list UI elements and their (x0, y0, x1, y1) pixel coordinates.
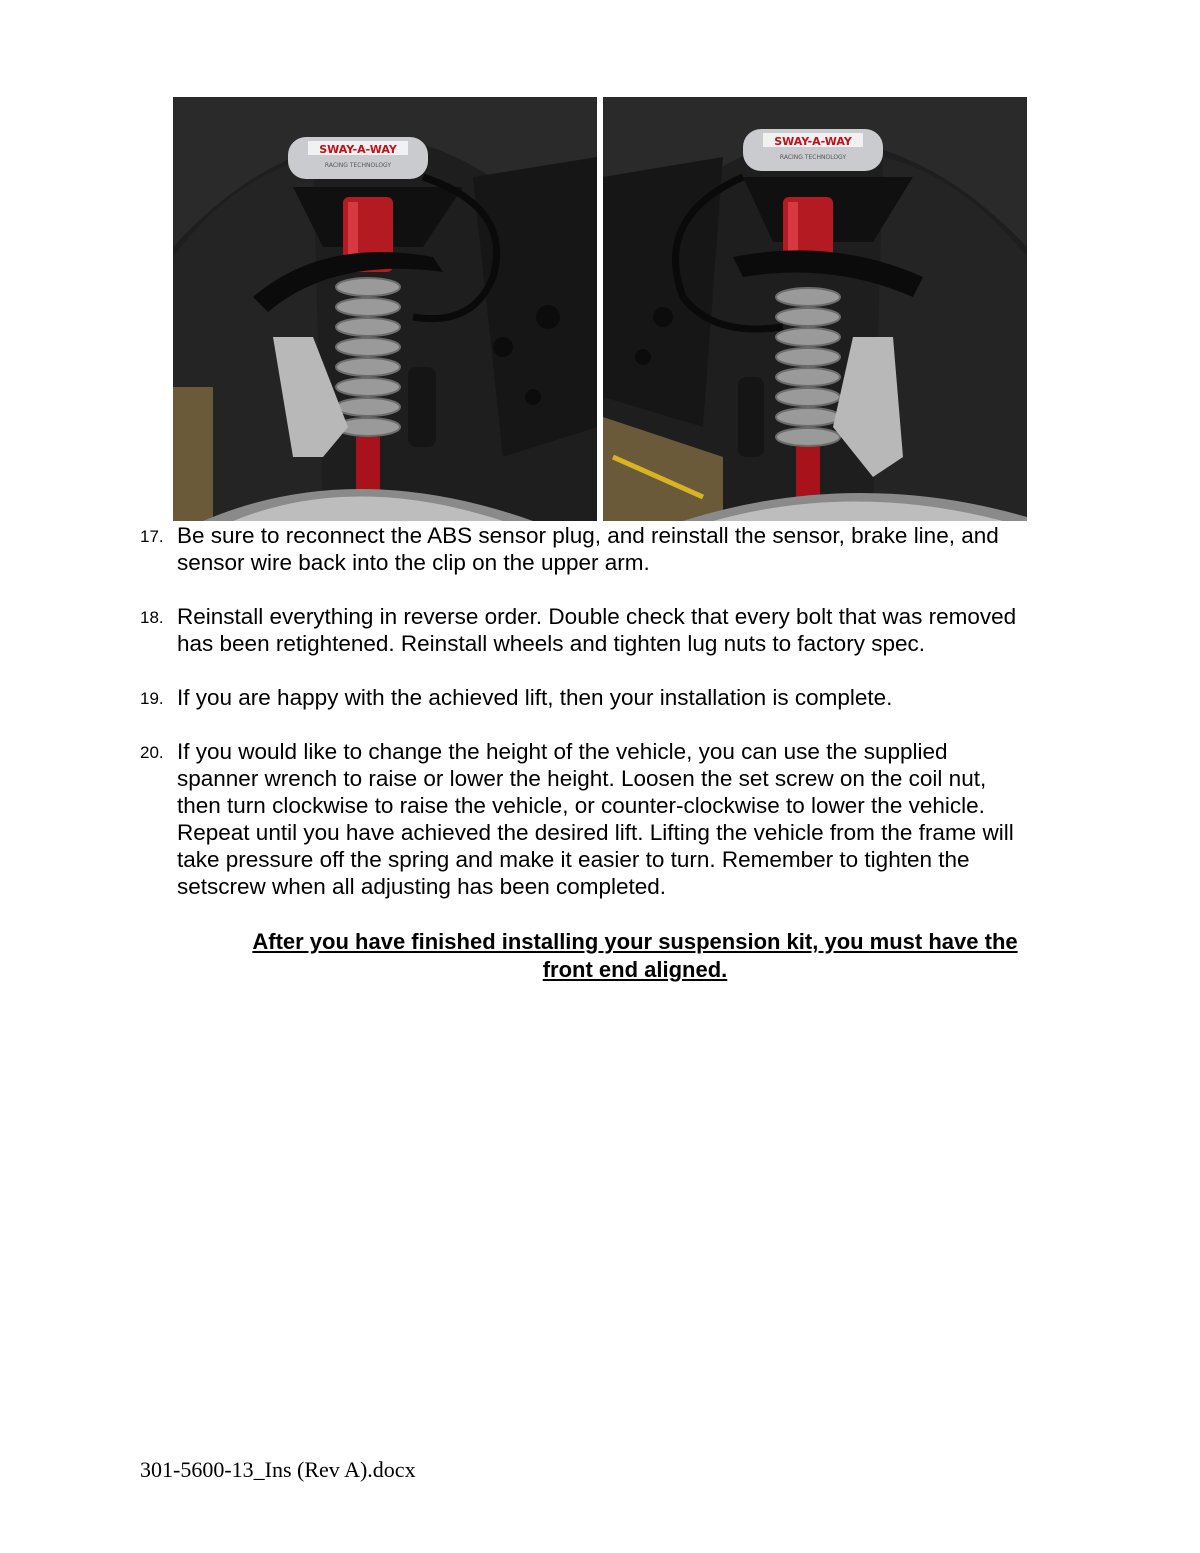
step-17 (140, 522, 1070, 576)
reservoir-brand: SWAY-A-WAY (774, 135, 852, 148)
document-filename-footer: 301-5600-13_Ins (Rev A).docx (140, 1457, 416, 1482)
step-number: 17. (140, 527, 164, 546)
step-text-line: take pressure off the spring and make it easier to turn. Remember to tighten the (177, 847, 970, 872)
step-text-line: Be sure to reconnect the ABS sensor plug, and reinstall the sensor, brake line, and (177, 523, 999, 548)
step-19 (140, 684, 1070, 711)
alignment-notice (200, 928, 1070, 984)
step-text-line: spanner wrench to raise or lower the height. Loosen the set screw on the coil nut, (177, 766, 987, 791)
step-18 (140, 603, 1070, 657)
reservoir-brand: SWAY-A-WAY (319, 143, 397, 156)
reservoir-subtext: RACING TECHNOLOGY (324, 162, 392, 169)
step-text-line: Repeat until you have achieved the desired lift. Lifting the vehicle from the frame will (177, 820, 1014, 845)
step-text-line: setscrew when all adjusting has been completed. (177, 874, 667, 899)
step-text-line: Reinstall everything in reverse order. Double check that every bolt that was removed (177, 604, 1017, 629)
step-text-line: sensor wire back into the clip on the upper arm. (177, 550, 650, 575)
step-number: 18. (140, 608, 164, 627)
step-text-line: then turn clockwise to raise the vehicle, or counter-clockwise to lower the vehicle. (177, 793, 985, 818)
notice-line: front end aligned. (542, 957, 728, 982)
step-20 (140, 738, 1070, 900)
step-text-line: has been retightened. Reinstall wheels and tighten lug nuts to factory spec. (177, 631, 925, 656)
suspension-photo-left (173, 97, 597, 521)
suspension-photo-right (603, 97, 1027, 521)
step-number: 19. (140, 689, 164, 708)
reservoir-subtext: RACING TECHNOLOGY (779, 154, 847, 161)
suspension-photos (173, 97, 1028, 521)
step-number: 20. (140, 743, 164, 762)
step-text-line: If you are happy with the achieved lift, then your installation is complete. (177, 685, 893, 710)
instruction-steps (140, 522, 1070, 927)
notice-line: After you have finished installing your suspension kit, you must have the (252, 929, 1018, 954)
step-text-line: If you would like to change the height of the vehicle, you can use the supplied (177, 739, 948, 764)
